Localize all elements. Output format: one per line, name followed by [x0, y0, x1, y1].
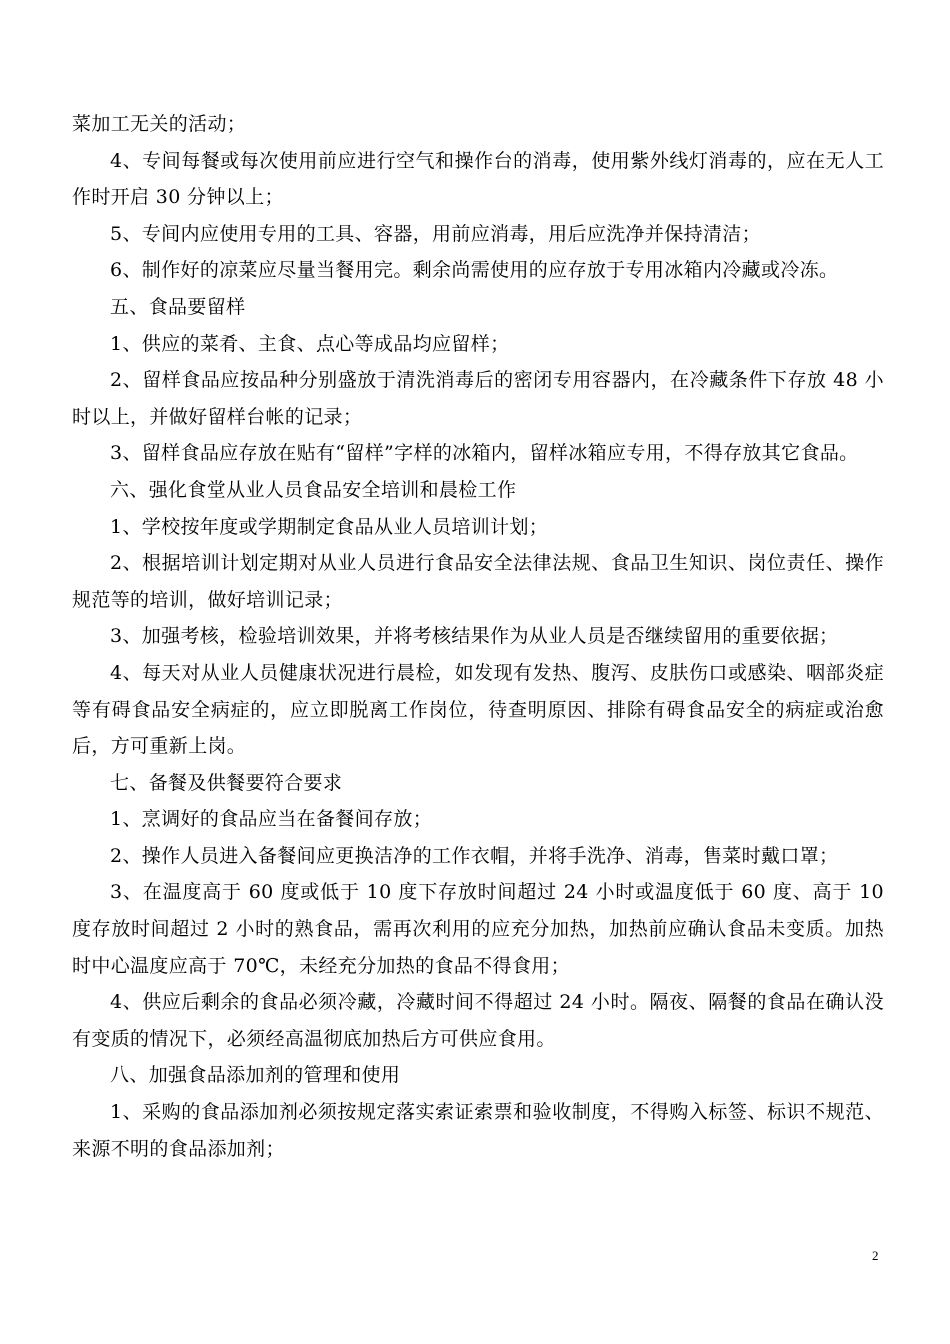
- paragraph: 2、根据培训计划定期对从业人员进行食品安全法律法规、食品卫生知识、岗位责任、操作规范等的培训，做好培训记录；: [72, 552, 884, 611]
- paragraph: 菜加工无关的活动；: [72, 113, 247, 135]
- page-number: 2: [872, 1248, 879, 1263]
- paragraph: 6、制作好的凉菜应尽量当餐用完。剩余尚需使用的应存放于专用冰箱内冷藏或冷冻。: [110, 259, 839, 282]
- paragraph: 1、采购的食品添加剂必须按规定落实索证索票和验收制度，不得购入标签、标识不规范、来源不明的食品添加剂；: [72, 1101, 884, 1160]
- paragraph: 3、加强考核，检验培训效果，并将考核结果作为从业人员是否继续留用的重要依据；: [110, 625, 839, 648]
- paragraph: 2、留样食品应按品种分别盛放于清洗消毒后的密闭专用容器内，在冷藏条件下存放 48 小时以上，并做好留样台帐的记录；: [72, 369, 884, 428]
- section-heading: 七、备餐及供餐要符合要求: [110, 771, 343, 794]
- document-body: [72, 106, 884, 1167]
- paragraph: 1、供应的菜肴、主食、点心等成品均应留样；: [110, 332, 510, 355]
- paragraph: 2、操作人员进入备餐间应更换洁净的工作衣帽，并将手洗净、消毒，售菜时戴口罩；: [110, 844, 839, 867]
- paragraph: 4、每天对从业人员健康状况进行晨检，如发现有发热、腹泻、皮肤伤口或感染、咽部炎症等有碍食品安全病症的，应立即脱离工作岗位，待查明原因、排除有碍食品安全的病症或治愈后，方可重新上岗。: [72, 661, 884, 758]
- section-heading: 八、加强食品添加剂的管理和使用: [110, 1064, 401, 1087]
- paragraph: 5、专间内应使用专用的工具、容器，用前应消毒，用后应洗净并保持清洁；: [110, 222, 761, 245]
- paragraph: 3、留样食品应存放在贴有“留样”字样的冰箱内，留样冰箱应专用，不得存放其它食品。: [110, 442, 859, 465]
- section-heading: 五、食品要留样: [110, 295, 246, 318]
- paragraph: 4、供应后剩余的食品必须冷藏，冷藏时间不得超过 24 小时。隔夜、隔餐的食品在确认没有变质的情况下，必须经高温彻底加热后方可供应食用。: [72, 991, 884, 1050]
- paragraph: 1、学校按年度或学期制定食品从业人员培训计划；: [110, 515, 549, 538]
- paragraph: 3、在温度高于 60 度或低于 10 度下存放时间超过 24 小时或温度低于 60 度、高于 10 度存放时间超过 2 小时的熟食品，需再次利用的应充分加热，加热前应确认食品未变质。加热时中心温度应高于 70℃，未经充分加热的食品不得食用；: [72, 881, 884, 977]
- section-heading: 六、强化食堂从业人员食品安全培训和晨检工作: [110, 478, 517, 501]
- paragraph: 1、烹调好的食品应当在备餐间存放；: [110, 808, 433, 831]
- paragraph: 4、专间每餐或每次使用前应进行空气和操作台的消毒，使用紫外线灯消毒的，应在无人工作时开启 30 分钟以上；: [72, 149, 884, 209]
